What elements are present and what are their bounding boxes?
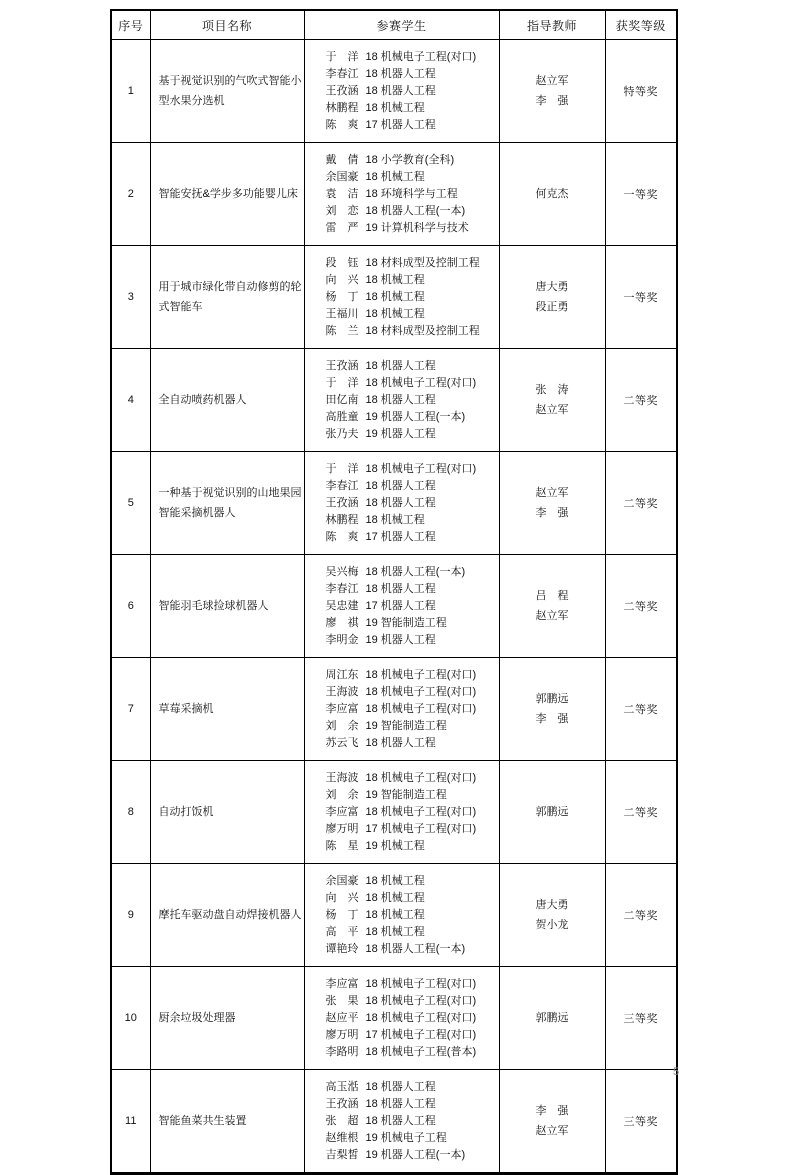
student-name: 杨 丁 [325,290,359,303]
student-name: 王海波 [325,771,359,784]
student-program: 18 机器人工程 [365,496,436,509]
student-program: 17 机械电子工程(对口) [365,822,477,835]
teachers-cell [499,40,605,143]
project-name: 智能鱼菜共生装置 [150,1070,304,1174]
row-number: 4 [111,349,150,452]
student-program: 18 机械工程 [365,101,425,114]
table-row [111,40,677,143]
student-name: 陈 爽 [325,530,359,543]
table-row [111,452,677,555]
student-program: 18 机器人工程 [365,479,436,492]
student-line [326,581,497,598]
student-name: 田亿南 [325,393,359,406]
student-line [326,667,497,684]
student-line [326,615,497,632]
student-name: 于 洋 [325,376,359,389]
student-line [326,461,497,478]
header-cell-index: 序号 [111,10,150,40]
student-name: 王孜涵 [325,359,359,372]
table-row [111,555,677,658]
student-name: 李春江 [325,582,359,595]
student-name: 王孜涵 [325,1097,359,1110]
teacher-name: 李 强 [535,507,569,519]
student-line [326,478,497,495]
student-line [326,375,497,392]
student-program: 19 机器人工程(一本) [365,410,466,423]
student-program: 18 机械电子工程(对口) [365,685,477,698]
student-program: 17 机器人工程 [365,530,436,543]
table-row [111,761,677,864]
student-name: 廖 祺 [325,616,359,629]
award-level: 二等奖 [605,452,677,555]
student-line [326,49,497,66]
row-number: 5 [111,452,150,555]
table-header [111,10,677,40]
student-name: 廖万明 [325,822,359,835]
table-row [111,967,677,1070]
student-program: 19 计算机科学与技术 [365,221,469,234]
student-line [326,1027,497,1044]
student-program: 18 机械电子工程(对口) [365,376,477,389]
student-program: 18 机械工程 [365,908,425,921]
student-name: 林鹏程 [325,513,359,526]
student-line [326,529,497,546]
student-program: 19 智能制造工程 [365,616,447,629]
student-name: 林鹏程 [325,101,359,114]
student-line [326,564,497,581]
student-name: 李明金 [325,633,359,646]
project-name: 基于视觉识别的气吹式智能小型水果分选机 [150,40,304,143]
student-name: 吴忠建 [325,599,359,612]
students-cell [304,143,499,246]
student-program: 18 机器人工程 [365,67,436,80]
student-program: 18 机械电子工程(对口) [365,994,477,1007]
student-line [326,100,497,117]
teacher-name: 贺小龙 [535,919,569,931]
project-name: 自动打饭机 [150,761,304,864]
row-number: 10 [111,967,150,1070]
student-line [326,1010,497,1027]
student-name: 高玉湉 [325,1080,359,1093]
student-line [326,598,497,615]
header-cell-teachers: 指导教师 [499,10,605,40]
students-cell [304,349,499,452]
student-program: 18 机械工程 [365,891,425,904]
student-program: 18 机械电子工程(对口) [365,668,477,681]
student-name: 廖万明 [325,1028,359,1041]
students-cell [304,967,499,1070]
student-name: 杨 丁 [325,908,359,921]
teacher-name: 赵立军 [535,1125,569,1137]
student-program: 18 机器人工程 [365,84,436,97]
student-name: 余国豪 [325,170,359,183]
student-program: 18 机械工程 [365,290,425,303]
student-line [326,83,497,100]
student-program: 18 机械工程 [365,925,425,938]
student-line [326,1044,497,1061]
student-line [326,186,497,203]
student-line [326,1147,497,1164]
student-line [326,117,497,134]
header-cell-project: 项目名称 [150,10,304,40]
teacher-name: 郭鹏远 [535,806,569,818]
student-program: 19 机器人工程 [365,427,436,440]
student-line [326,821,497,838]
row-number: 2 [111,143,150,246]
project-name: 草莓采摘机 [150,658,304,761]
teachers-cell [499,658,605,761]
teachers-cell [499,864,605,967]
student-name: 袁 洁 [325,187,359,200]
student-name: 于 洋 [325,50,359,63]
student-name: 吉梨皙 [325,1148,359,1161]
student-name: 刘 余 [325,719,359,732]
student-line [326,255,497,272]
student-line [326,735,497,752]
student-name: 雷 严 [325,221,359,234]
student-line [326,66,497,83]
teacher-name: 唐大勇 [535,899,569,911]
student-program: 18 机器人工程 [365,359,436,372]
student-line [326,890,497,907]
student-line [326,426,497,443]
student-line [326,203,497,220]
student-line [326,632,497,649]
teacher-name: 张 涛 [535,384,569,396]
student-program: 18 机器人工程(一本) [365,942,466,955]
student-name: 刘 余 [325,788,359,801]
student-line [326,323,497,340]
table-row [111,1070,677,1174]
teacher-name: 李 强 [535,95,569,107]
student-name: 李应富 [325,702,359,715]
award-level: 二等奖 [605,658,677,761]
table-row [111,143,677,246]
teacher-name: 段正勇 [535,301,569,313]
teachers-cell [499,246,605,349]
award-level: 二等奖 [605,761,677,864]
award-level: 一等奖 [605,246,677,349]
student-line [326,701,497,718]
teacher-name: 赵立军 [535,487,569,499]
student-program: 18 机械电子工程(对口) [365,1011,477,1024]
student-line [326,220,497,237]
student-program: 18 小学教育(全科) [365,153,455,166]
student-name: 向 兴 [325,891,359,904]
student-name: 张 超 [325,1114,359,1127]
student-program: 18 机器人工程 [365,393,436,406]
student-program: 17 机械电子工程(对口) [365,1028,477,1041]
student-line [326,976,497,993]
student-name: 赵维根 [325,1131,359,1144]
page-number-fragment: 5 [673,1066,680,1078]
teachers-cell [499,555,605,658]
student-line [326,838,497,855]
student-line [326,718,497,735]
student-name: 李路明 [325,1045,359,1058]
table-row [111,349,677,452]
student-line [326,1079,497,1096]
student-program: 19 智能制造工程 [365,719,447,732]
student-program: 19 机器人工程 [365,633,436,646]
student-name: 王海波 [325,685,359,698]
student-line [326,770,497,787]
student-line [326,392,497,409]
student-name: 王孜涵 [325,84,359,97]
row-number: 9 [111,864,150,967]
student-line [326,907,497,924]
student-program: 19 机器人工程(一本) [365,1148,466,1161]
header-cell-students: 参赛学生 [304,10,499,40]
row-number: 1 [111,40,150,143]
teachers-cell [499,452,605,555]
teacher-name: 赵立军 [535,75,569,87]
student-line [326,152,497,169]
student-program: 18 机器人工程(一本) [365,565,466,578]
award-level: 二等奖 [605,864,677,967]
student-name: 李春江 [325,67,359,80]
project-name: 摩托车驱动盘自动焊接机器人 [150,864,304,967]
teacher-name: 李 强 [535,1105,569,1117]
student-line [326,306,497,323]
student-program: 18 机器人工程 [365,1114,436,1127]
student-program: 18 机器人工程 [365,736,436,749]
student-name: 李应富 [325,805,359,818]
teachers-cell [499,349,605,452]
student-name: 戴 倩 [325,153,359,166]
row-number: 7 [111,658,150,761]
student-line [326,941,497,958]
project-name: 智能羽毛球捡球机器人 [150,555,304,658]
student-name: 陈 兰 [325,324,359,337]
student-program: 18 机械工程 [365,307,425,320]
students-cell [304,452,499,555]
students-cell [304,1070,499,1174]
student-name: 王孜涵 [325,496,359,509]
students-cell [304,555,499,658]
student-program: 18 材料成型及控制工程 [365,324,480,337]
student-line [326,495,497,512]
student-program: 18 机械电子工程(对口) [365,977,477,990]
table-row [111,658,677,761]
student-program: 18 机器人工程 [365,1097,436,1110]
student-program: 18 机械工程 [365,170,425,183]
award-level: 三等奖 [605,967,677,1070]
teacher-name: 何克杰 [535,188,569,200]
student-line [326,924,497,941]
student-program: 18 机械工程 [365,273,425,286]
student-line [326,409,497,426]
student-program: 18 机械电子工程(对口) [365,771,477,784]
award-level: 特等奖 [605,40,677,143]
table-body [111,40,680,1174]
student-line [326,1113,497,1130]
student-name: 高 平 [325,925,359,938]
student-program: 18 机械工程 [365,874,425,887]
student-name: 张乃夫 [325,427,359,440]
student-program: 19 智能制造工程 [365,788,447,801]
student-line [326,993,497,1010]
award-level: 一等奖 [605,143,677,246]
project-name: 智能安抚&学步多功能婴儿床 [150,143,304,246]
students-cell [304,864,499,967]
teacher-name: 赵立军 [535,610,569,622]
student-name: 于 洋 [325,462,359,475]
project-name: 厨余垃圾处理器 [150,967,304,1070]
student-program: 18 机械工程 [365,513,425,526]
student-line [326,873,497,890]
teacher-name: 唐大勇 [535,281,569,293]
student-name: 张 果 [325,994,359,1007]
student-program: 18 机械电子工程(对口) [365,805,477,818]
student-program: 18 机器人工程(一本) [365,204,466,217]
teachers-cell [499,761,605,864]
header-row [111,10,677,40]
student-line [326,787,497,804]
student-name: 向 兴 [325,273,359,286]
teacher-name: 李 强 [535,713,569,725]
student-line [326,512,497,529]
student-program: 18 环境科学与工程 [365,187,458,200]
table-row [111,864,677,967]
student-name: 李应富 [325,977,359,990]
project-name: 全自动喷药机器人 [150,349,304,452]
student-program: 18 机器人工程 [365,582,436,595]
row-number: 6 [111,555,150,658]
students-cell [304,40,499,143]
student-program: 18 机械电子工程(对口) [365,50,477,63]
student-program: 18 材料成型及控制工程 [365,256,480,269]
row-number: 8 [111,761,150,864]
student-name: 李春江 [325,479,359,492]
student-line [326,358,497,375]
teachers-cell [499,1070,605,1174]
award-level: 二等奖 [605,555,677,658]
student-program: 19 机械电子工程 [365,1131,447,1144]
student-name: 余国豪 [325,874,359,887]
row-number: 3 [111,246,150,349]
student-name: 刘 恋 [325,204,359,217]
student-name: 苏云飞 [325,736,359,749]
award-level: 二等奖 [605,349,677,452]
student-program: 19 机械工程 [365,839,425,852]
student-line [326,289,497,306]
student-program: 17 机器人工程 [365,118,436,131]
table-row [111,246,677,349]
student-program: 18 机械电子工程(对口) [365,702,477,715]
student-program: 18 机械电子工程(对口) [365,462,477,475]
student-line [326,1130,497,1147]
student-name: 赵应平 [325,1011,359,1024]
teacher-name: 郭鹏远 [535,1012,569,1024]
student-line [326,272,497,289]
project-name: 一种基于视觉识别的山地果园智能采摘机器人 [150,452,304,555]
student-name: 周江东 [325,668,359,681]
awards-table [110,9,678,1175]
students-cell [304,658,499,761]
teacher-name: 郭鹏远 [535,693,569,705]
header-cell-award: 获奖等级 [605,10,677,40]
teacher-name: 赵立军 [535,404,569,416]
student-line [326,804,497,821]
student-name: 陈 爽 [325,118,359,131]
student-program: 17 机器人工程 [365,599,436,612]
student-name: 高胜童 [325,410,359,423]
student-name: 吴兴梅 [325,565,359,578]
teacher-name: 吕 程 [535,590,569,602]
project-name: 用于城市绿化带自动修剪的轮式智能车 [150,246,304,349]
student-line [326,684,497,701]
student-name: 段 钰 [325,256,359,269]
row-number: 11 [111,1070,150,1174]
students-cell [304,761,499,864]
student-line [326,1096,497,1113]
student-name: 谭艳玲 [325,942,359,955]
students-cell [304,246,499,349]
student-name: 王福川 [325,307,359,320]
student-program: 18 机械电子工程(普本) [365,1045,477,1058]
student-program: 18 机器人工程 [365,1080,436,1093]
award-level: 三等奖 [605,1070,677,1174]
teachers-cell [499,143,605,246]
student-line [326,169,497,186]
student-name: 陈 星 [325,839,359,852]
teachers-cell [499,967,605,1070]
